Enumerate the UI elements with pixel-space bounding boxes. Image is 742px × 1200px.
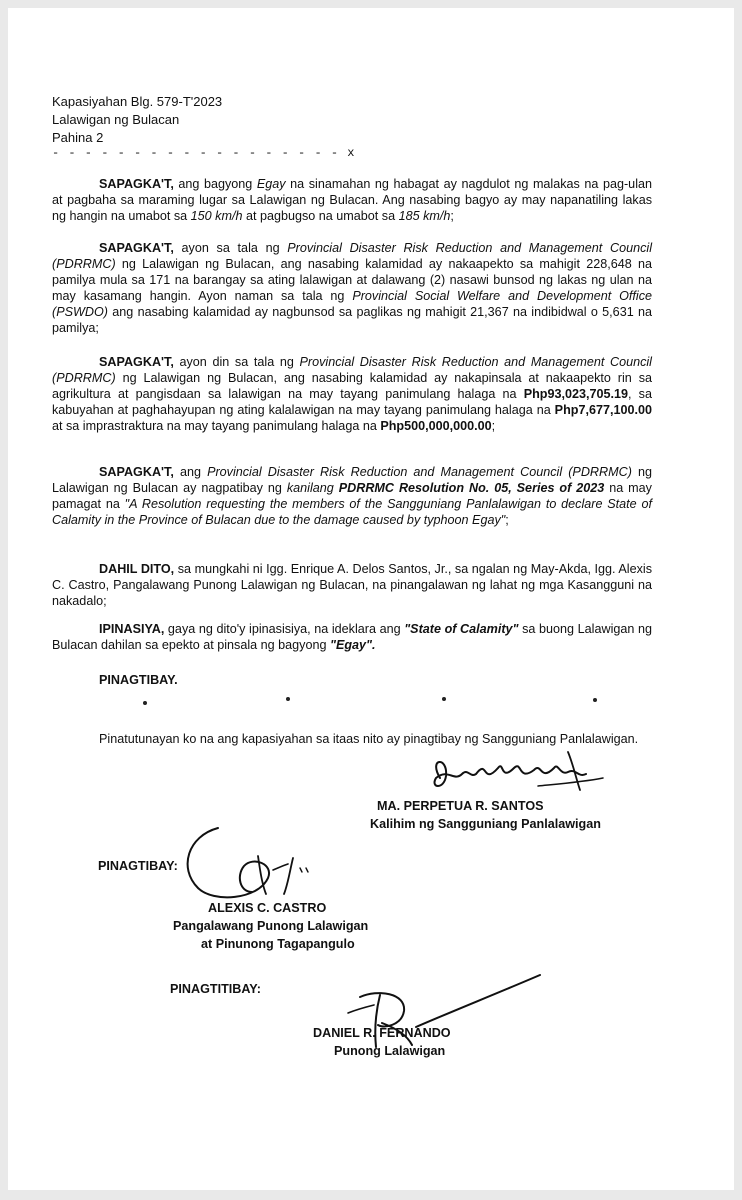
header-separator: - - - - - - - - - - - - - - - - - - x [52,146,356,160]
para-text: na may pamagat na [52,481,652,511]
para-text: Pinatutunayan ko na ang kapasiyahan sa itaas nito ay pinagtibay ng Sangguniang Panlalawigan. [99,732,639,746]
governor-name: DANIEL R. FERNANDO [313,1026,451,1040]
secretary-name: MA. PERPETUA R. SANTOS [377,799,544,813]
secretary-signature-image [418,738,608,803]
governor-title: Punong Lalawigan [334,1044,446,1058]
document-header [52,93,222,147]
para-text: ayon sa tala ng [173,241,288,255]
amount-infrastructure: Php500,000,000.00 [380,419,492,433]
resolution-title: "A Resolution requesting the members of the Sangguniang Panlalawigan to declare State of Calamity in the Province of Bulacan due to the damage caused by typhoon Egay" [52,497,652,527]
page-number: Pahina 2 [52,130,104,145]
para-italic: Provincial Disaster Risk Reduction and Management Council (PDRRMC) [207,465,632,479]
para-italic: 185 km/h [398,209,451,223]
approved-by-label: PINAGTIBAY: [98,859,178,873]
document-page [8,8,734,1190]
vice-governor-title-2: at Pinunong Tagapangulo [201,937,355,951]
para-italic: 150 km/h [190,209,243,223]
para-text: ; [450,209,454,223]
para-text: at sa imprastraktura na may tayang panimulang halaga na [52,419,381,433]
para-lead: SAPAGKA'T, [99,355,174,369]
para-italic: kanilang [286,481,334,495]
para-text: gaya ng dito'y ipinasisiya, na ideklara ang [164,622,405,636]
para-lead: SAPAGKA'T, [99,241,174,255]
vice-governor-name: ALEXIS C. CASTRO [208,901,327,915]
whereas-paragraph-4 [52,464,652,528]
para-text: at pagbugso na umabot sa [242,209,399,223]
para-text: ng Lalawigan ng Bulacan, ang nasabing kalamidad ay nakaapekto sa mahigit 228,648 na pamilya mula sa 171 na barangay sa ating lalawigan at dalawang (2) nasawi bunsod ng lakas ng ulan na may kasamang hangin. Ayon naman sa tala ng [52,257,652,303]
amount-livestock: Php7,677,100.00 [554,403,652,417]
approving-label: PINAGTITIBAY: [170,982,261,996]
whereas-paragraph-2 [52,240,652,336]
province-name: Lalawigan ng Bulacan [52,112,180,127]
para-text: ng Lalawigan ng Bulacan, ang nasabing kalamidad ay nakapinsala at nakaapekto rin sa agrikultura at pangisdaan sa lalawigan na may tayang panimulang halaga na [52,371,652,401]
para-text: , sa kabuyahan at paghahayupan ng ating kalalawigan na may tayang panimulang halaga na [52,387,652,417]
secretary-title: Kalihim ng Sangguniang Panlalawigan [370,817,601,831]
approved-heading: PINAGTIBAY. [99,673,178,687]
dot-mark [593,698,597,702]
para-text: ; [505,513,509,527]
para-text: ang bagyong [173,177,257,191]
para-text: na sinamahan ng habagat ay nagdulot ng malakas na pag-ulan at pagbaha sa maraming lugar sa Lalawigan ng Bulacan. Ang nasabing bagyo ay may napanatiling lakas ng hangin na umabot sa [52,177,652,223]
resolution-number: Kapasiyahan Blg. 579-T'2023 [52,94,223,109]
pdrrmc-resolution-ref: PDRRMC Resolution No. 05, Series of 2023 [338,481,605,495]
para-text: ng Lalawigan ng Bulacan ay nagpatibay ng [52,465,652,495]
para-italic: Provincial Disaster Risk Reduction and Management Council (PDRRMC) [52,355,652,385]
resolved-paragraph [52,621,652,653]
para-lead: SAPAGKA'T, [99,465,174,479]
amount-agriculture: Php93,023,705.19 [523,387,629,401]
para-text: ayon din sa tala ng [173,355,300,369]
para-italic: Provincial Social Welfare and Development Office (PSWDO) [52,289,652,319]
para-text: sa buong Lalawigan ng Bulacan dahilan sa epekto at pinsala ng bagyong [52,622,652,652]
para-text: ang [173,465,208,479]
para-italic: Egay [256,177,286,191]
vice-governor-title: Pangalawang Punong Lalawigan [173,919,369,933]
dot-mark [442,697,446,701]
whereas-paragraph-3 [52,354,652,434]
whereas-paragraph-1 [52,176,652,224]
para-lead: IPINASIYA, [99,622,165,636]
para-lead: DAHIL DITO, [99,562,175,576]
para-text: sa mungkahi ni Igg. Enrique A. Delos Santos, Jr., sa ngalan ng May-Akda, Igg. Alexis C. Castro, Pangalawang Punong Lalawigan ng Bulacan, na pinangalawan ng lahat ng mga Kasangguni na nakadalo; [52,562,653,608]
para-text: ang nasabing kalamidad ay nagbunsod sa paglikas ng mahigit 21,367 na indibidwal o 5,631 na pamilya; [52,305,652,335]
dot-mark [143,701,147,705]
para-lead: SAPAGKA'T, [99,177,174,191]
para-italic: Provincial Disaster Risk Reduction and Management Council (PDRRMC) [52,241,652,271]
para-text: ; [491,419,496,433]
dot-mark [286,697,290,701]
state-of-calamity: "State of Calamity" [404,622,519,636]
typhoon-name: "Egay". [329,638,376,652]
therefore-paragraph [52,561,652,609]
